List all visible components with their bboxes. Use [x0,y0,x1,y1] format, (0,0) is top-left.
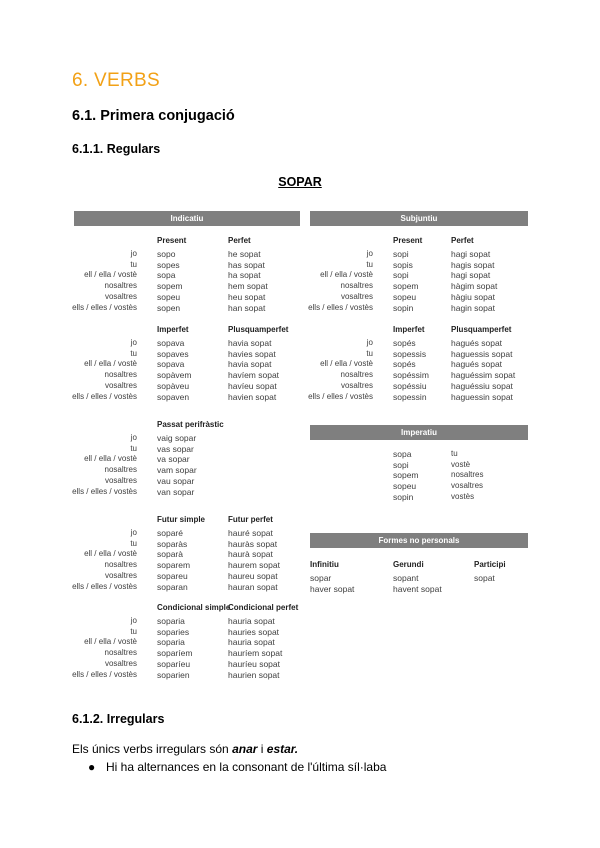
verb-form: hagués sopat [451,359,503,370]
verb-form: sopessin [393,391,427,402]
verb-form: soparia [157,637,185,648]
verb-form: havíem sopat [228,370,280,381]
tense-header: Plusquamperfet [228,325,289,334]
pronoun-label: nosaltres [104,281,137,291]
subsubsection-heading: 6.1.1. Regulars [72,142,161,156]
verb-form: haguessis sopat [451,348,513,359]
verb-form: vau sopar [157,475,195,486]
pronoun-label: ell / ella / vostè [320,270,373,280]
verb-form: sopem [157,281,183,292]
irregulars-paragraph: Els únics verbs irregulars són anar i estar. [72,742,299,756]
verb-form: sopàvem [157,370,192,381]
pronoun-label: ell / ella / vostè [84,454,137,464]
verb-form: sopàveu [157,380,190,391]
pronoun-label: jo [130,249,137,258]
verb-form: sopar [310,573,332,583]
tense-header: Futur simple [157,515,206,524]
verb-form: sopéssiu [393,380,427,391]
tense-header: Imperfet [393,325,425,334]
pronoun-label: jo [366,249,373,258]
pronoun-label: nosaltres [340,370,373,380]
verb-form: sopaven [157,391,190,402]
pronoun-label: vostè [451,459,471,469]
verb-form: sopant [393,573,419,583]
pronoun-label: nosaltres [340,281,373,291]
pronoun-label: tu [130,348,137,358]
pronoun-label: vostès [451,491,475,501]
verb-form: sopa [393,449,412,459]
verb-form: haguéssim sopat [451,370,516,381]
subjuntiu-bar: Subjuntiu [310,211,528,226]
pronoun-label: jo [366,338,373,347]
verb-form: soparia [157,616,185,626]
pronoun-label: ell / ella / vostè [84,270,137,280]
verb-title: SOPAR [278,175,322,189]
verb-form: sopem [393,281,419,292]
pronoun-label: tu [366,259,373,269]
verb-form: sopés [393,338,416,348]
pronoun-label: ell / ella / vostè [320,359,373,369]
tense-header: Present [157,236,187,245]
verb-form: havia sopat [228,359,272,370]
verb-form: hàgim sopat [451,281,498,292]
verb-form: havent sopat [393,584,442,594]
verb-form: hauran sopat [228,581,278,592]
verb-form: soparà [157,549,183,560]
pronoun-label: tu [130,626,137,636]
pronoun-label: tu [130,443,137,453]
pronoun-label: ells / elles / vostès [308,302,373,312]
verb-form: soparíem [157,648,193,659]
verb-form: sopeu [393,481,417,492]
verb-form: hàgiu sopat [451,291,495,302]
tense-header: Imperfet [157,325,189,334]
pronoun-label: jo [130,528,137,537]
verb-form: hauríeu sopat [228,658,280,669]
verb-form: sopi [393,459,409,470]
verb-form: has sopat [228,259,265,270]
pronoun-label: ell / ella / vostè [84,549,137,559]
verb-form: sopeu [157,291,181,302]
verb-form: havien sopat [228,391,277,402]
verb-form: sopessis [393,348,427,359]
verb-form: he sopat [228,249,261,259]
verb-form: hagués sopat [451,338,503,348]
bullet-item: ● Hi ha alternances en la consonant de l'última síl·laba [88,760,387,774]
pronoun-label: vosaltres [104,658,137,668]
form-header: Participi [474,560,506,569]
verb-form: sopa [157,270,176,281]
verb-form: haurem sopat [228,560,280,571]
pronoun-label: vosaltres [104,475,137,485]
pronoun-label: nosaltres [104,370,137,380]
pronoun-label: vosaltres [340,380,373,390]
verb-form: hem sopat [228,281,268,292]
pronoun-label: vosaltres [451,481,484,491]
verb-form: soparàs [157,538,188,549]
pronoun-label: jo [130,338,137,347]
verb-form: haureu sopat [228,570,278,581]
pronoun-label: nosaltres [104,465,137,475]
no-personals-bar: Formes no personals [310,533,528,548]
verb-form: sopeu [393,291,417,302]
pronoun-label: tu [130,538,137,548]
verb-form: sopat [474,573,495,583]
verb-form: sopen [157,302,181,313]
indicatiu-bar: Indicatiu [74,211,300,226]
verb-form: haurà sopat [228,549,273,560]
verb-form: soparíeu [157,658,191,669]
verb-form: vaig sopar [157,433,197,443]
verb-form: hauràs sopat [228,538,278,549]
verb-form: hauria sopat [228,637,275,648]
tense-header: Plusquamperfet [451,325,512,334]
verb-form: haguéssiu sopat [451,380,513,391]
verb-form: hauries sopat [228,626,280,637]
verb-form: sopo [157,249,176,259]
verb-form: haguessin sopat [451,391,513,402]
pronoun-label: ells / elles / vostès [72,581,137,591]
verb-form: sopes [157,259,180,270]
verb-form: han sopat [228,302,266,313]
tense-header: Perfet [228,236,251,245]
verb-form: sopi [393,270,409,281]
verb-form: havia sopat [228,338,272,348]
pronoun-label: vosaltres [104,291,137,301]
pronoun-label: nosaltres [104,560,137,570]
verb-form: heu sopat [228,291,266,302]
pronoun-label: vosaltres [340,291,373,301]
pronoun-label: vosaltres [104,570,137,580]
verb-form: sopin [393,491,414,502]
verb-form: hauré sopat [228,528,273,538]
tense-header: Condicional perfet [228,603,299,612]
pronoun-label: tu [451,449,458,458]
subsection-heading: 6.1. Primera conjugació [72,108,235,124]
verb-form: hauria sopat [228,616,275,626]
verb-form: va sopar [157,454,190,465]
tense-header: Perfet [451,236,474,245]
irregulars-heading: 6.1.2. Irregulars [72,712,165,726]
verb-form: sopi [393,249,409,259]
verb-form: hagis sopat [451,259,495,270]
pronoun-label: tu [366,348,373,358]
pronoun-label: ells / elles / vostès [72,391,137,401]
tense-header: Futur perfet [228,515,273,524]
verb-form: soparem [157,560,191,571]
verb-form: havies sopat [228,348,276,359]
verb-form: hagin sopat [451,302,495,313]
verb-form: sopava [157,359,185,370]
pronoun-label: ells / elles / vostès [308,391,373,401]
verb-form: soparien [157,669,190,680]
pronoun-label: ells / elles / vostès [72,486,137,496]
verb-form: sopin [393,302,414,313]
verb-form: sopis [393,259,413,270]
form-header: Infinitiu [310,560,339,569]
verb-form: soparan [157,581,188,592]
tense-header: Condicional simple [157,603,231,612]
verb-form: sopem [393,470,419,481]
form-header: Gerundi [393,560,424,569]
verb-form: havíeu sopat [228,380,277,391]
pronoun-label: ells / elles / vostès [72,302,137,312]
pronoun-label: jo [130,616,137,625]
tense-header: Passat perifràstic [157,420,224,429]
verb-form: hauríem sopat [228,648,283,659]
verb-form: sopéssim [393,370,429,381]
verb-form: sopés [393,359,416,370]
pronoun-label: ell / ella / vostè [84,637,137,647]
pronoun-label: vosaltres [104,380,137,390]
verb-form: soparies [157,626,190,637]
section-heading: 6. VERBS [72,70,160,91]
verb-form: hagi sopat [451,270,491,281]
pronoun-label: nosaltres [451,470,484,480]
pronoun-label: jo [130,433,137,442]
verb-form: hagi sopat [451,249,491,259]
verb-form: sopaves [157,348,189,359]
verb-form: soparé [157,528,183,538]
verb-form: vam sopar [157,465,197,476]
pronoun-label: nosaltres [104,648,137,658]
pronoun-label: tu [130,259,137,269]
tense-header: Present [393,236,423,245]
verb-form: haver sopat [310,584,355,594]
bullet-icon: ● [88,760,96,774]
verb-form: van sopar [157,486,195,497]
imperatiu-bar: Imperatiu [310,425,528,440]
verb-form: haurien sopat [228,669,280,680]
verb-form: sopava [157,338,185,348]
verb-form: ha sopat [228,270,261,281]
verb-form: sopareu [157,570,188,581]
pronoun-label: ells / elles / vostès [72,669,137,679]
pronoun-label: ell / ella / vostè [84,359,137,369]
verb-form: vas sopar [157,443,194,454]
